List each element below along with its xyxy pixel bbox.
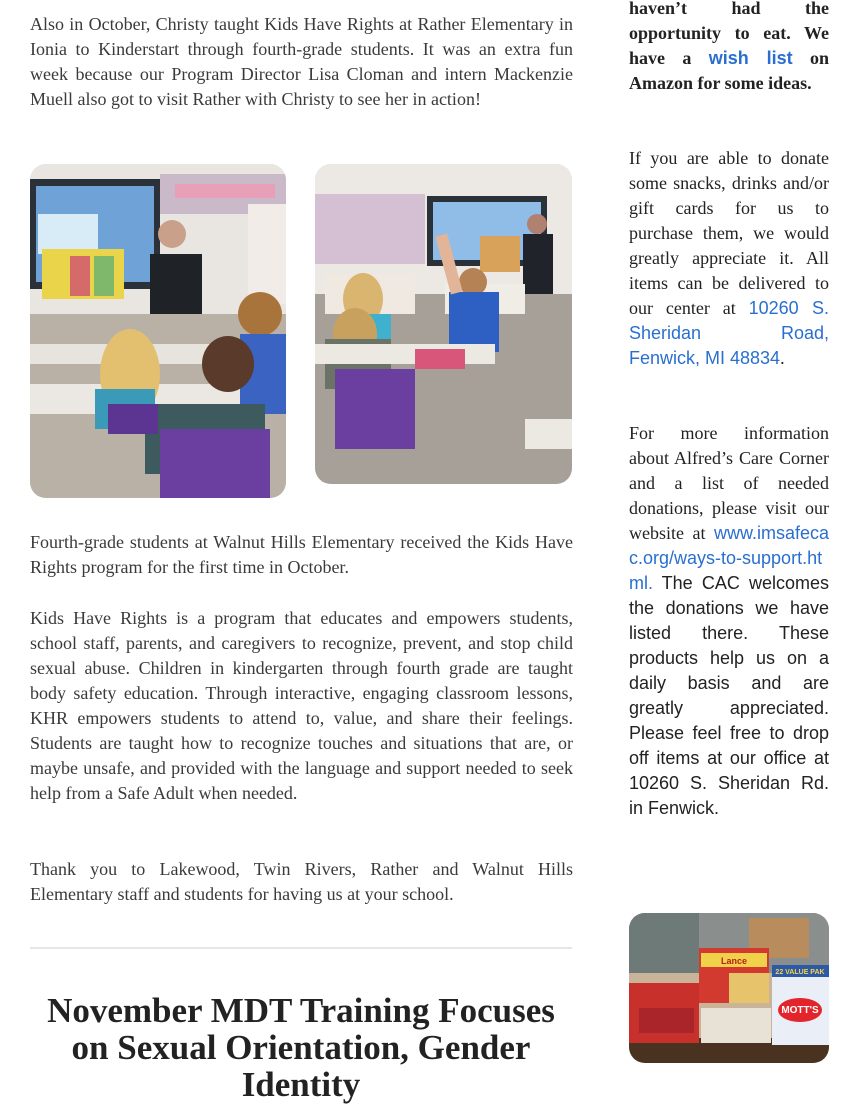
article-paragraph: Thank you to Lakewood, Twin Rivers, Rather and Walnut Hills Elementary staff and students for having us at your school. [30,859,573,904]
address-link[interactable]: 10260 S. Sheridan Road, Fenwick, MI 48834 [629,298,830,368]
sidebar-info-paragraph [629,421,829,821]
snack-brand-label: Lance [720,956,748,966]
sidebar-text: If you are able to donate some snacks, drinks and/or gift cards for us to purchase them, we would greatly appreciate it. All items can be delivered to our center at [629,148,829,318]
sidebar-info [629,421,829,821]
sidebar-donate-paragraph [629,146,829,371]
article-paragraph: Also in October, Christy taught Kids Have Rights at Rather Elementary in Ionia to Kinderstart through fourth-grade students. It was an extra fun week because our Program Director Lisa Cloman and intern Mackenzie Muell also got to visit Rather with Christy to see her in action! [30,14,573,109]
donated-snacks-photo [629,913,829,1063]
article-paragraph: Fourth-grade students at Walnut Hills Elementary received the Kids Have Rights program for the first time in October. [30,532,573,577]
section-divider [30,947,572,949]
section-heading: November MDT Training Focuses on Sexual Orientation, Gender Identity [47,991,555,1104]
classroom-photo-students [315,164,572,484]
classroom-photo-teacher-image [30,164,286,498]
article-paragraph: Kids Have Rights is a program that educates and empowers students, school staff, parents, and caregivers to recognize, prevent, and stop child sexual abuse. Children in kindergarten through fourth grade are taught body safety education. Through interactive, engaging classroom lessons, KHR empowers students to attend to, value, and share their feelings. Students are taught how to recognize touches and situations that are, or maybe unsafe, and provided with the language and support needed to seek help from a Safe Adult when needed. [30,608,573,803]
sidebar-wish-paragraph [629,0,829,96]
classroom-photo-teacher [30,164,286,498]
donated-snacks-image [629,913,829,1063]
website-link[interactable]: www.imsafecac.org/ways-to-support.html. [629,523,829,593]
juice-brand-label: MOTT'S [781,1005,819,1016]
value-pack-label: 22 VALUE PAK [775,969,825,976]
sidebar-donate [629,146,829,371]
sidebar-text: haven’t had the opportunity to eat. We have a [629,0,829,68]
wish-list-link[interactable]: wish list [708,48,793,68]
sidebar-text: The CAC welcomes the donations we have listed there. These products help us on a daily basis and are greatly appreciated. Please feel free to drop off items at our office at 10260 S. Sheridan Rd. in Fenwick. [629,573,830,818]
sidebar [629,0,829,96]
sidebar-text: For more information about Alfred’s Care Corner and a list of needed donations, please visit our website at [629,423,829,543]
classroom-photo-students-image [315,164,572,484]
sidebar-text: on Amazon for some ideas. [629,48,830,93]
sidebar-text: . [780,348,785,368]
